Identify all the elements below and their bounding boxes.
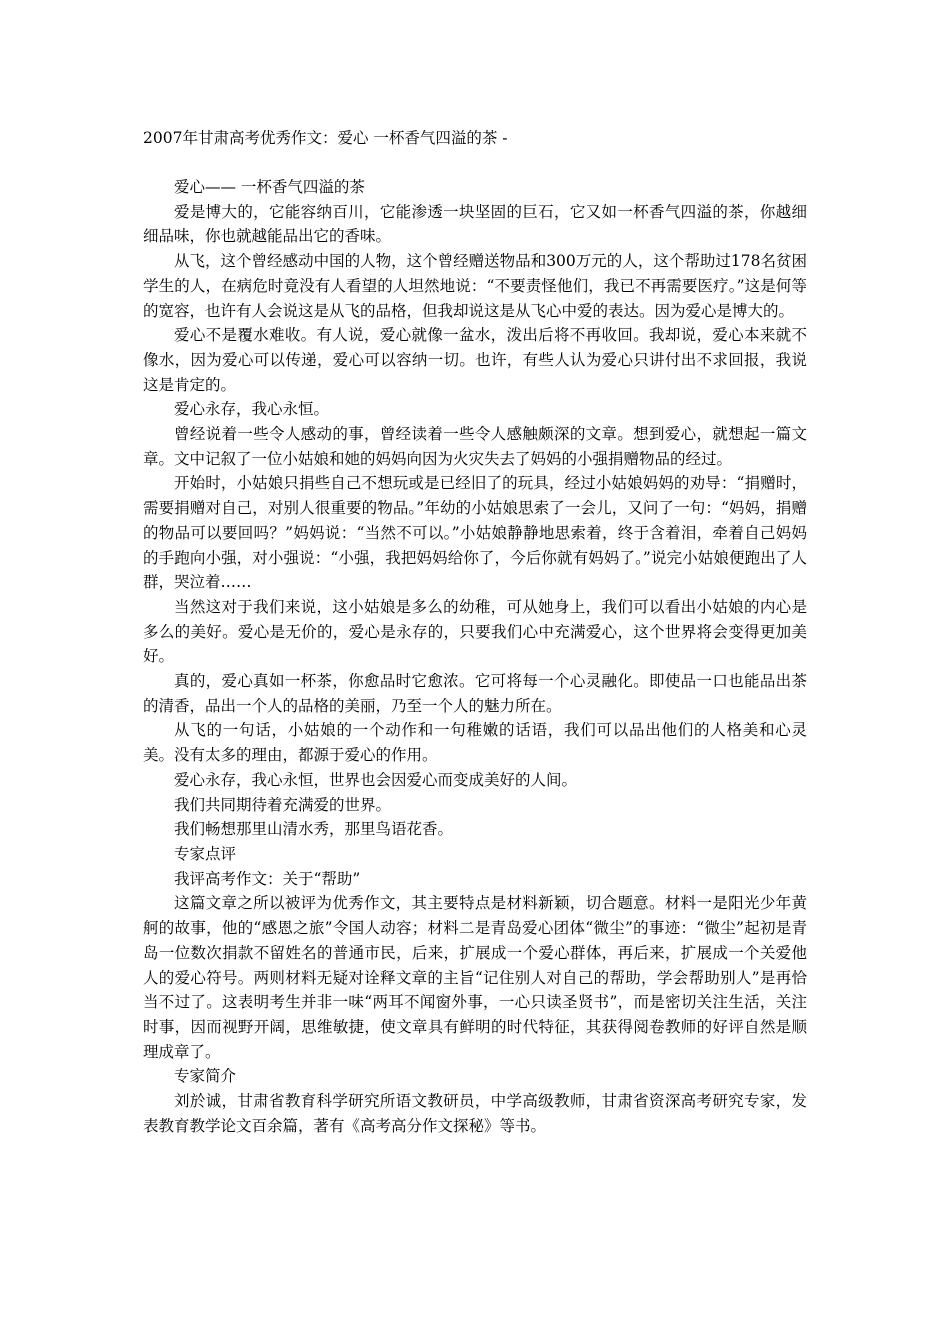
paragraph: 真的，爱心真如一杯茶，你愈品时它愈浓。它可将每一个心灵融化。即使品一口也能品出茶的清香，品出一个人的品格的美丽，乃至一个人的魅力所在。	[143, 672, 807, 715]
paragraph: 爱心永存，我心永恒，世界也会因爱心而变成美好的人间。	[174, 770, 578, 789]
paragraph: 爱心不是覆水难收。有人说，爱心就像一盆水，泼出后将不再收回。我却说，爱心本来就不像水，因为爱心可以传递，爱心可以容纳一切。也许，有些人认为爱心只讲付出不求回报，我说这是肯定的。	[143, 326, 807, 394]
review-title: 我评高考作文：关于“帮助”	[174, 869, 361, 888]
paragraph: 这篇文章之所以被评为优秀作文，其主要特点是材料新颖，切合题意。材料一是阳光少年黄舸的故事，他的“感恩之旅”令国人动容；材料二是青岛爱心团体“微尘”的事迹：“微尘”起初是青岛一位数次捐款不留姓名的普通市民，后来，扩展成一个爱心群体，再后来，扩展成一个关爱他人的爱心符号。两则材料无疑对诠释文章的主旨“记住别人对自己的帮助，学会帮助别人”是再恰当不过了。这表明考生并非一味“两耳不闻窗外事，一心只读圣贤书”，而是密切关注生活，关注时事，因而视野开阔，思维敏捷，使文章具有鲜明的时代特征，其获得阅卷教师的好评自然是顺理成章了。	[143, 894, 807, 1061]
section-heading-review: 专家点评	[174, 844, 237, 863]
document-title: 2007年甘肃高考优秀作文：爱心 一杯香气四溢的茶 -	[143, 129, 508, 147]
paragraph: 从飞的一句话，小姑娘的一个动作和一句稚嫩的话语，我们可以品出他们的人格美和心灵美。没有太多的理由，都源于爱心的作用。	[143, 721, 807, 765]
paragraph: 开始时，小姑娘只捐些自己不想玩或是已经旧了的玩具，经过小姑娘妈妈的劝导：“捐赠时，需要捐赠对自己，对别人很重要的物品。”年幼的小姑娘思索了一会儿，又问了一句：“妈妈，捐赠的物品可以要回吗？”妈妈说：“当然不可以。”小姑娘静静地思索着，终于含着泪，牵着自己妈妈的手跑向小强，对小强说：“小强，我把妈妈给你了，今后你就有妈妈了。”说完小姑娘便跑出了人群，哭泣着……	[143, 474, 807, 592]
paragraph: 当然这对于我们来说，这小姑娘是多么的幼稚，可从她身上，我们可以看出小姑娘的内心是多么的美好。爱心是无价的，爱心是永存的，只要我们心中充满爱心，这个世界将会变得更加美好。	[143, 597, 807, 666]
essay-heading: 爱心—— 一杯香气四溢的茶	[174, 178, 365, 196]
paragraph: 我们共同期待着充满爱的世界。	[174, 795, 392, 814]
paragraph: 我们畅想那里山清水秀，那里鸟语花香。	[174, 820, 454, 839]
paragraph: 刘於诚，甘肃省教育科学研究所语文教研员，中学高级教师，甘肃省资深高考研究专家，发表教育教学论文百余篇，著有《高考高分作文探秘》等书。	[143, 1092, 807, 1135]
section-heading-profile: 专家简介	[174, 1067, 237, 1086]
paragraph: 曾经说着一些令人感动的事，曾经读着一些令人感触颇深的文章。想到爱心，就想起一篇文章。文中记叙了一位小姑娘和她的妈妈向因为火灾失去了妈妈的小强捐赠物品的经过。	[143, 425, 807, 468]
paragraph: 爱是博大的，它能容纳百川，它能渗透一块坚固的巨石，它又如一杯香气四溢的茶，你越细细品味，你也就越能品出它的香味。	[143, 202, 807, 246]
paragraph: 从飞，这个曾经感动中国的人物，这个曾经赠送物品和300万元的人，这个帮助过178名贫困学生的人，在病危时竟没有人看望的人坦然地说：“不要责怪他们，我已不再需要医疗。”这是何等的宽容，也许有人会说这是从飞的品格，但我却说这是从飞心中爱的表达。因为爱心是博大的。	[143, 252, 807, 320]
paragraph: 爱心永存，我心永恒。	[174, 400, 330, 419]
document-body	[143, 175, 807, 1138]
